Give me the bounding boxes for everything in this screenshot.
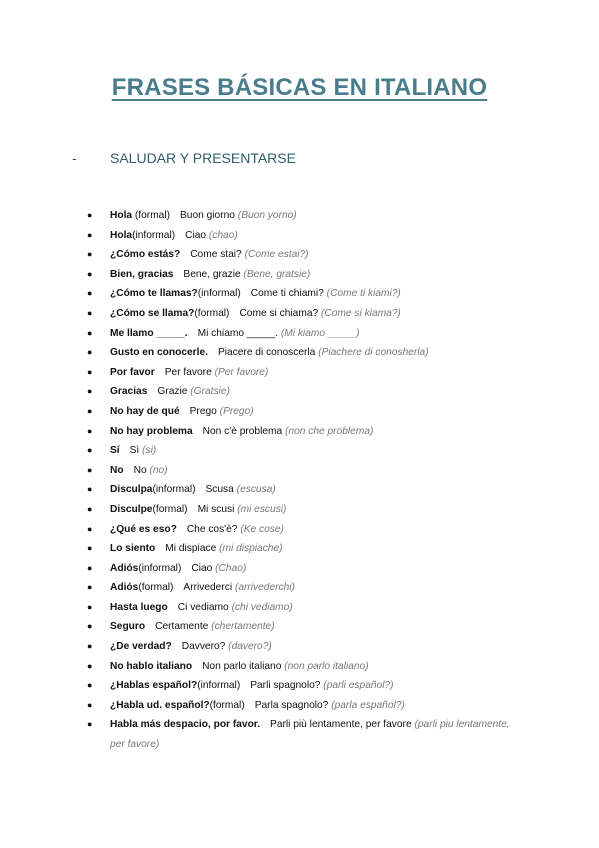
bullet-icon: ● <box>87 445 93 456</box>
pronunciation: (chi vediamo) <box>231 601 293 613</box>
italian-phrase: Mi chiamo _____. <box>197 327 279 339</box>
phrase-item <box>87 206 527 226</box>
italian-phrase: Per favore <box>164 366 212 378</box>
phrase-item <box>87 382 527 402</box>
pronunciation: (Come ti kiami?) <box>326 288 401 300</box>
spanish-phrase: Bien, gracias <box>110 268 174 280</box>
pronunciation: (no) <box>149 464 168 476</box>
italian-phrase: Parla spagnolo? <box>254 699 329 711</box>
pronunciation: (parla español?) <box>331 699 405 711</box>
spanish-phrase: Gusto en conocerle. <box>110 347 208 359</box>
formality-note: (formal) <box>138 582 174 594</box>
phrase-list <box>87 206 527 755</box>
formality-note: (formal) <box>209 699 245 711</box>
bullet-icon: ● <box>87 719 93 730</box>
pronunciation: (Mi kiamo _____) <box>280 327 360 339</box>
spanish-phrase: ¿Cómo estás? <box>110 249 181 261</box>
pronunciation: (escusa) <box>236 484 276 496</box>
formality-note: (formal) <box>194 307 230 319</box>
phrase-item <box>87 578 527 598</box>
italian-phrase: Come stai? <box>190 249 242 261</box>
italian-phrase: Non c'è problema <box>202 425 283 437</box>
italian-phrase: Come ti chiami? <box>250 288 324 300</box>
formality-note: (formal) <box>152 503 188 515</box>
spanish-phrase: Me llamo _____. <box>110 327 188 339</box>
bullet-icon: ● <box>87 523 93 534</box>
italian-phrase: Arrivederci <box>183 582 233 594</box>
pronunciation: (mi escusi) <box>237 503 287 515</box>
bullet-icon: ● <box>87 699 93 710</box>
italian-phrase: Buon giorno <box>180 210 235 221</box>
italian-phrase: Parli spagnolo? <box>250 680 321 692</box>
bullet-icon: ● <box>87 543 93 554</box>
pronunciation: (arrivederchi) <box>234 582 295 594</box>
italian-phrase: Ci vediamo <box>177 601 229 613</box>
phrase-item <box>87 696 527 716</box>
phrase-item <box>87 441 527 461</box>
phrase-item <box>87 461 527 481</box>
spanish-phrase: ¿Habla ud. español? <box>110 699 210 711</box>
italian-phrase: Sì <box>129 445 140 457</box>
formality-note: (informal) <box>197 680 241 692</box>
spanish-phrase: Sí <box>110 445 120 457</box>
spanish-phrase: Adiós <box>110 582 139 594</box>
spanish-phrase: Hola <box>110 210 133 221</box>
bullet-icon: ● <box>87 210 93 220</box>
pronunciation: (Bene, gratsie) <box>243 268 311 280</box>
phrase-item <box>87 500 527 520</box>
phrase-item <box>87 598 527 618</box>
formality-note: (informal) <box>197 288 241 300</box>
section-heading <box>72 150 296 166</box>
italian-phrase: Piacere di conoscerla <box>217 347 316 359</box>
phrase-item <box>87 637 527 657</box>
bullet-icon: ● <box>87 464 93 475</box>
pronunciation: (Ke cose) <box>240 523 284 535</box>
phrase-item <box>87 715 527 754</box>
bullet-icon: ● <box>87 660 93 671</box>
pronunciation: (davero?) <box>228 641 272 653</box>
pronunciation: (parli piu lentamente, per favore) <box>110 719 510 751</box>
spanish-phrase: ¿Cómo te llamas? <box>110 288 198 300</box>
italian-phrase: Mi scusi <box>197 503 235 515</box>
spanish-phrase: Disculpa <box>110 484 153 496</box>
italian-phrase: Che cos'è? <box>186 523 238 535</box>
spanish-phrase: No <box>110 464 124 476</box>
pronunciation: (si) <box>142 445 157 457</box>
bullet-icon: ● <box>87 680 93 691</box>
page-title: FRASES BÁSICAS EN ITALIANO <box>111 74 488 101</box>
pronunciation: (Piachere di conosherla) <box>318 347 429 359</box>
italian-phrase: Parli più lentamente, per favore <box>270 719 412 731</box>
phrase-item <box>87 226 527 246</box>
phrase-item <box>87 559 527 579</box>
bullet-icon: ● <box>87 307 93 318</box>
pronunciation: (chao) <box>208 229 238 241</box>
pronunciation: (mi dispiache) <box>219 543 283 555</box>
phrase-item <box>87 422 527 442</box>
phrase-item <box>87 539 527 559</box>
pronunciation: (parli español?) <box>323 680 394 692</box>
pronunciation: (non che problema) <box>285 425 374 437</box>
bullet-icon: ● <box>87 641 93 652</box>
phrase-item <box>87 402 527 422</box>
spanish-phrase: Disculpe <box>110 503 153 515</box>
italian-phrase: Prego <box>189 405 217 417</box>
phrase-item <box>87 304 527 324</box>
spanish-phrase: No hay de qué <box>110 405 180 417</box>
spanish-phrase: No hay problema <box>110 425 193 437</box>
phrase-item <box>87 343 527 363</box>
pronunciation: (Chao) <box>215 562 247 574</box>
italian-phrase: Mi dispiace <box>165 543 217 555</box>
phrase-item <box>87 284 527 304</box>
bullet-icon: ● <box>87 601 93 612</box>
bullet-icon: ● <box>87 366 93 377</box>
pronunciation: (Buon yorno) <box>237 210 297 221</box>
bullet-icon: ● <box>87 327 93 338</box>
italian-phrase: Grazie <box>157 386 188 398</box>
spanish-phrase: Por favor <box>110 366 155 378</box>
phrase-item <box>87 324 527 344</box>
spanish-phrase: Gracias <box>110 386 148 398</box>
italian-phrase: Scusa <box>205 484 234 496</box>
pronunciation: (Come estai?) <box>244 249 309 261</box>
spanish-phrase: ¿De verdad? <box>110 641 172 653</box>
section-dash: - <box>72 150 77 166</box>
italian-phrase: Non parlo italiano <box>202 660 282 672</box>
bullet-icon: ● <box>87 288 93 299</box>
phrase-item <box>87 676 527 696</box>
bullet-icon: ● <box>87 621 93 632</box>
spanish-phrase: No hablo italiano <box>110 660 193 672</box>
bullet-icon: ● <box>87 249 93 260</box>
phrase-item <box>87 617 527 637</box>
spanish-phrase: ¿Qué es eso? <box>110 523 177 535</box>
bullet-icon: ● <box>87 386 93 397</box>
bullet-icon: ● <box>87 405 93 416</box>
phrase-item <box>87 363 527 383</box>
phrase-item <box>87 520 527 540</box>
bullet-icon: ● <box>87 503 93 514</box>
spanish-phrase: Seguro <box>110 621 146 633</box>
italian-phrase: Davvero? <box>181 641 226 653</box>
formality-note: (informal) <box>132 229 176 241</box>
italian-phrase: No <box>133 464 147 476</box>
italian-phrase: Ciao <box>185 229 207 241</box>
pronunciation: (chertamente) <box>211 621 275 633</box>
phrase-item <box>87 245 527 265</box>
bullet-icon: ● <box>87 562 93 573</box>
formality-note: (informal) <box>152 484 196 496</box>
formality-note: (informal) <box>138 562 182 574</box>
italian-phrase: Certamente <box>155 621 209 633</box>
phrase-item <box>87 265 527 285</box>
formality-note: (formal) <box>132 210 170 221</box>
phrase-item <box>87 657 527 677</box>
bullet-icon: ● <box>87 582 93 593</box>
spanish-phrase: ¿Cómo se llama? <box>110 307 195 319</box>
spanish-phrase: ¿Hablas español? <box>110 680 198 692</box>
pronunciation: (Per favore) <box>214 366 269 378</box>
pronunciation: (Prego) <box>219 405 254 417</box>
phrase-item <box>87 480 527 500</box>
pronunciation: (non parlo italiano) <box>284 660 369 672</box>
bullet-icon: ● <box>87 484 93 495</box>
bullet-icon: ● <box>87 268 93 279</box>
spanish-phrase: Habla más despacio, por favor. <box>110 719 261 731</box>
pronunciation: (Come si kiama?) <box>321 307 401 319</box>
pronunciation: (Gratsie) <box>190 386 230 398</box>
section-label: SALUDAR Y PRESENTARSE <box>110 150 296 166</box>
italian-phrase: Ciao <box>191 562 213 574</box>
spanish-phrase: Lo siento <box>110 543 156 555</box>
italian-phrase: Bene, grazie <box>183 268 241 280</box>
spanish-phrase: Adiós <box>110 562 139 574</box>
spanish-phrase: Hasta luego <box>110 601 168 613</box>
spanish-phrase: Hola <box>110 229 133 241</box>
bullet-icon: ● <box>87 229 93 240</box>
italian-phrase: Come si chiama? <box>239 307 319 319</box>
bullet-icon: ● <box>87 347 93 358</box>
bullet-icon: ● <box>87 425 93 436</box>
